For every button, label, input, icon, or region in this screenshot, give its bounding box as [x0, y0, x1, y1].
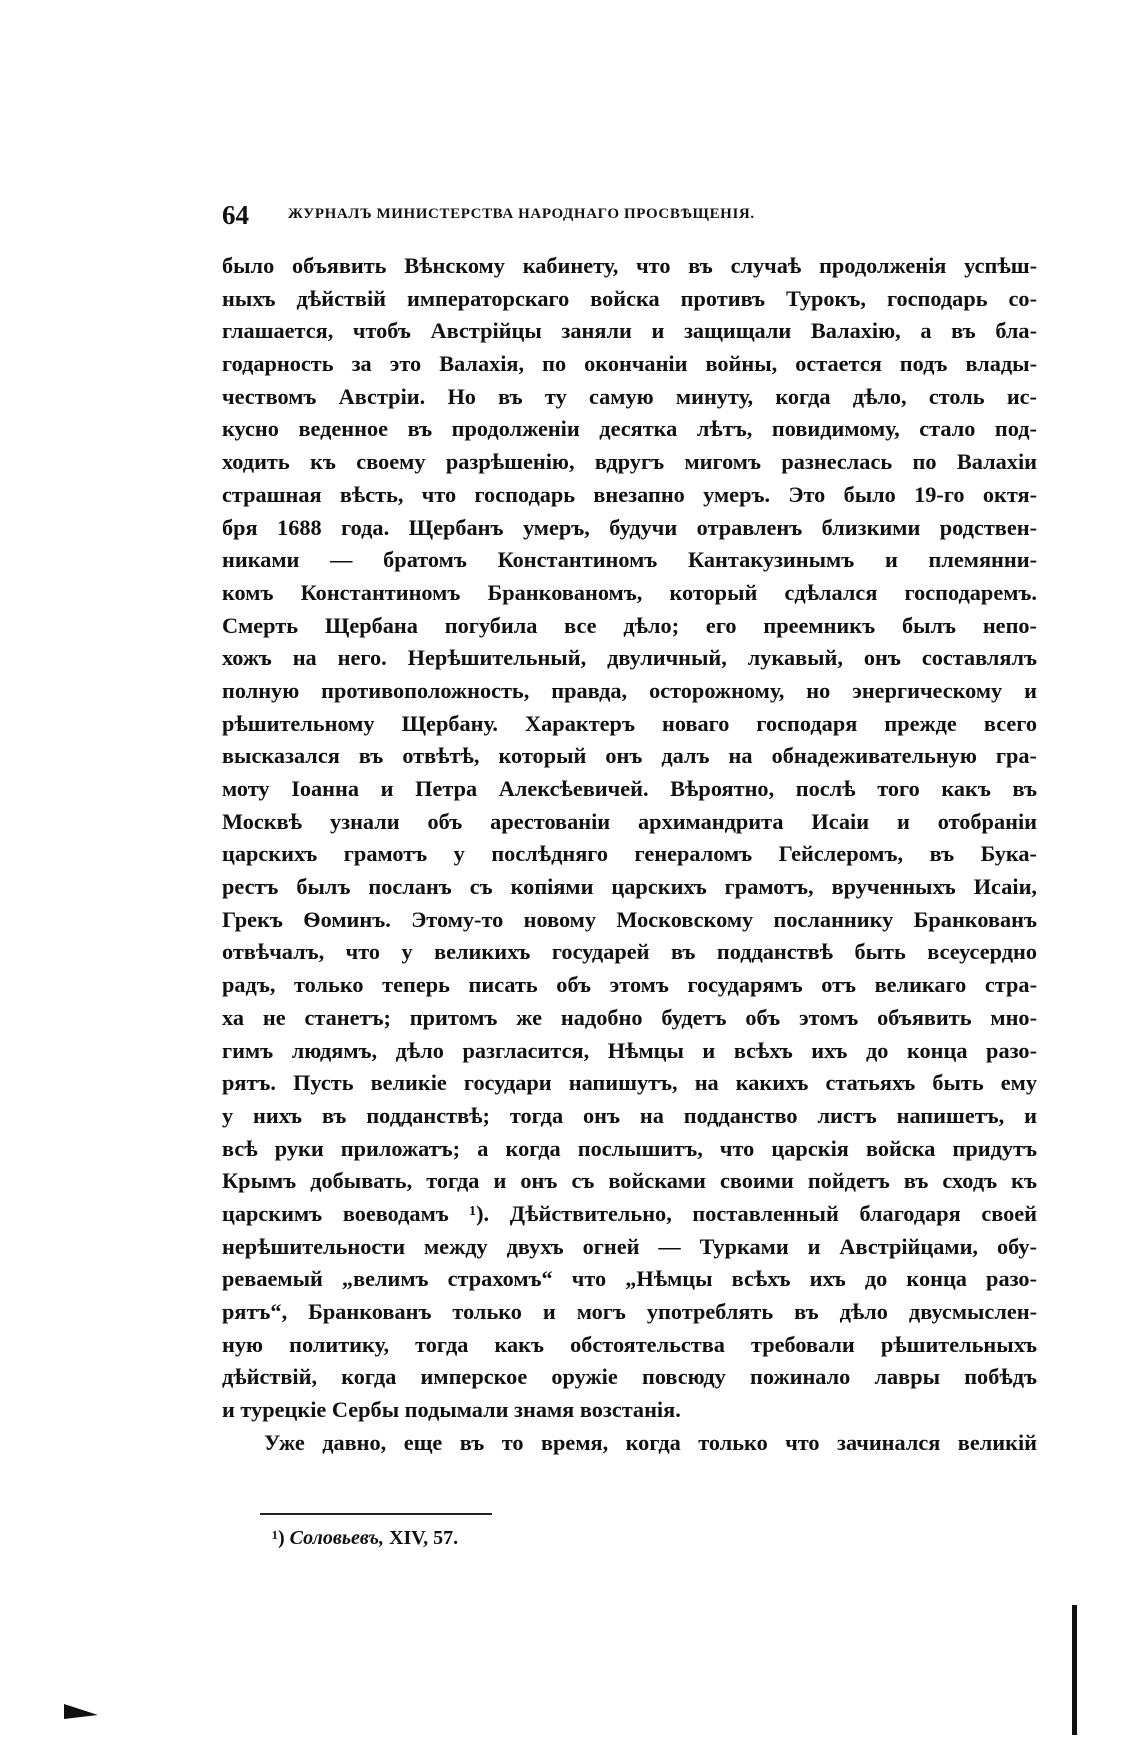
text-line: всѣ руки приложатъ; а когда послышитъ, что царскія войска придутъ	[222, 1135, 1037, 1161]
text-line: годарность за это Валахія, по окончаніи войны, остается подъ влады-	[222, 351, 1037, 377]
scan-edge-bar	[1072, 1605, 1077, 1735]
text-line: комъ Константиномъ Бранкованомъ, который сдѣлался господаремъ.	[222, 579, 1037, 605]
text-line: было объявить Вѣнскому кабинету, что въ случаѣ продолженія успѣш-	[222, 253, 1037, 278]
text-line: у нихъ въ подданствѣ; тогда онъ на подданство листъ напишетъ, и	[222, 1102, 1037, 1128]
text-line: кусно веденное въ продолженіи десятка лѣтъ, повидимому, стало под-	[222, 416, 1037, 442]
text-line: рятъ“, Бранкованъ только и могъ употреблять въ дѣло двусмыслен-	[222, 1299, 1037, 1324]
text-line: нерѣшительности между двухъ огней — Турками и Австрійцами, обу-	[222, 1233, 1037, 1259]
text-line: ныхъ дѣйствій императорскаго войска противъ Турокъ, господарь со-	[222, 285, 1037, 311]
text-line: Смерть Щербана погубила все дѣло; его преемникъ былъ непо-	[222, 612, 1037, 638]
text-line: ную политику, тогда какъ обстоятельства требовали рѣшительныхъ	[222, 1331, 1037, 1357]
page-number: 64	[222, 200, 249, 230]
paragraph-end-line: и турецкіе Сербы подымали знамя возстанія.	[222, 1397, 681, 1423]
footnote-author: Соловьевъ,	[289, 1527, 385, 1549]
text-line: рѣшительному Щербану. Характеръ новаго господаря прежде всего	[222, 710, 1037, 736]
text-line: рятъ. Пусть великіе государи напишутъ, на какихъ статьяхъ быть ему	[222, 1070, 1037, 1096]
text-line: страшная вѣсть, что господарь внезапно умеръ. Это было 19-го октя-	[222, 481, 1037, 507]
text-line: дѣйствій, когда имперское оружіе повсюду пожинало лавры побѣдъ	[222, 1364, 1037, 1390]
text-line: глашается, чтобъ Австрійцы заняли и защищали Валахію, а въ бла-	[222, 318, 1037, 344]
text-line: бря 1688 года. Щербанъ умеръ, будучи отравленъ близкими родствен-	[222, 514, 1037, 540]
footnote	[272, 1527, 458, 1550]
paragraph-start-line: Уже давно, еще въ то время, когда только что зачинался великій	[264, 1429, 1037, 1455]
body-text	[222, 250, 1037, 1459]
text-line: Грекъ Ѳоминъ. Этому-то новому Московскому посланнику Бранкованъ	[222, 906, 1037, 932]
text-line: Москвѣ узнали объ арестованіи архимандрита Исаіи и отобраніи	[222, 808, 1037, 834]
text-line: отвѣчалъ, что у великихъ государей въ подданствѣ быть всеусердно	[222, 939, 1037, 965]
text-line: ходить къ своему разрѣшенію, вдругъ мигомъ разнеслась по Валахіи	[222, 449, 1037, 475]
text-line: реваемый „велимъ страхомъ“ что „Нѣмцы всѣхъ ихъ до конца разо-	[222, 1266, 1037, 1292]
text-line: царскихъ грамотъ у послѣдняго генераломъ Гейслеромъ, въ Бука-	[222, 841, 1037, 867]
text-line: полную противоположность, правда, осторожному, но энергическому и	[222, 677, 1037, 703]
text-line: гимъ людямъ, дѣло разгласится, Нѣмцы и всѣхъ ихъ до конца разо-	[222, 1037, 1037, 1063]
text-line: чествомъ Австріи. Но въ ту самую минуту, когда дѣло, столь ис-	[222, 383, 1037, 409]
text-line: высказался въ отвѣтѣ, который онъ далъ на обнадеживательную гра-	[222, 743, 1037, 769]
running-head: ЖУРНАЛЪ МИНИСТЕРСТВА НАРОДНАГО ПРОСВѢЩЕНІЯ.	[288, 206, 755, 222]
text-line: моту Іоанна и Петра Алексѣевичей. Вѣроятно, послѣ того какъ въ	[222, 776, 1037, 801]
footnote-marker: ¹)	[272, 1527, 285, 1549]
text-line: царскимъ воеводамъ ¹). Дѣйствительно, поставленный благодаря своей	[222, 1200, 1037, 1226]
text-line: ха не станетъ; притомъ же надобно будетъ объ этомъ объявить мно-	[222, 1004, 1037, 1030]
text-line: рестъ былъ посланъ съ копіями царскихъ грамотъ, врученныхъ Исаіи,	[222, 874, 1037, 900]
text-line: радъ, только теперь писать объ этомъ государямъ отъ великаго стра-	[222, 972, 1037, 998]
footnote-reference: XIV, 57.	[389, 1527, 459, 1549]
scan-corner-mark	[64, 1704, 98, 1719]
text-line: никами — братомъ Константиномъ Кантакузинымъ и племянни-	[222, 547, 1037, 573]
page-header	[222, 200, 1037, 234]
footnote-rule	[260, 1513, 492, 1515]
text-line: Крымъ добывать, тогда и онъ съ войсками своими пойдетъ въ сходъ къ	[222, 1168, 1037, 1194]
text-line: хожъ на него. Нерѣшительный, двуличный, лукавый, онъ составлялъ	[222, 645, 1037, 671]
